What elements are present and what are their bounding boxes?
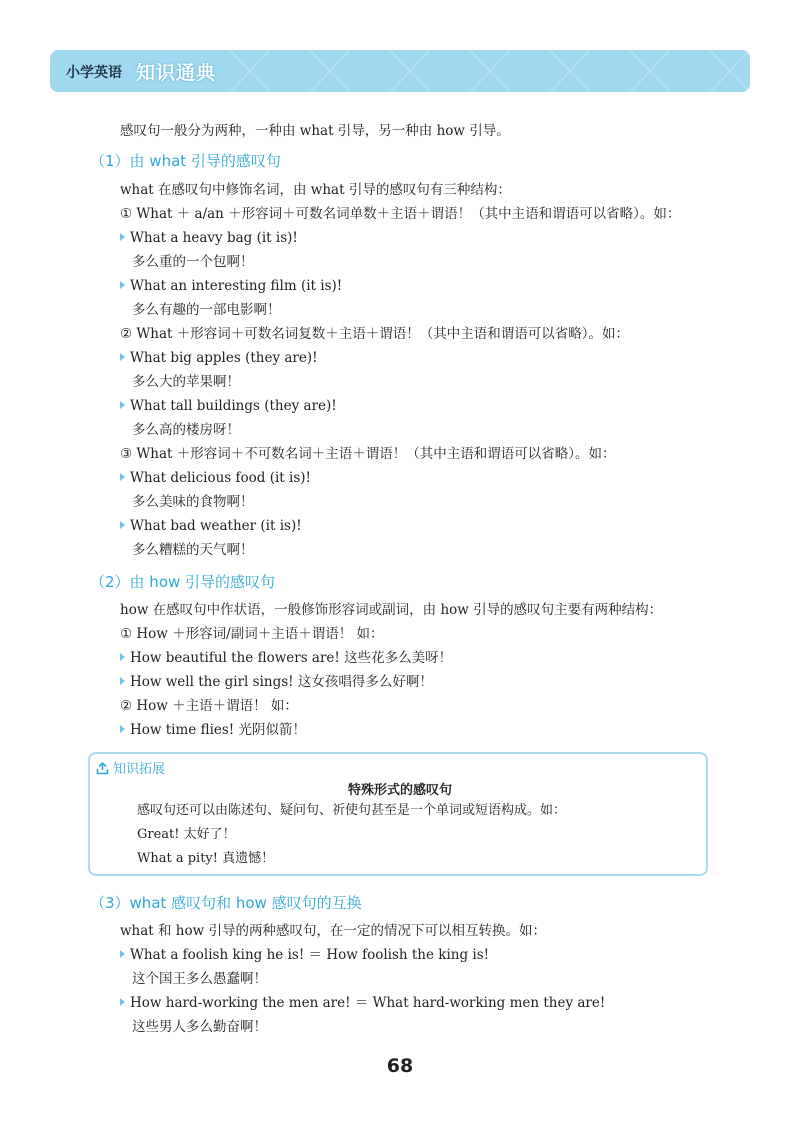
bullet-triangle-icon <box>120 233 125 241</box>
translation-text: 多么高的楼房呀！ <box>132 422 240 438</box>
section1-desc: what 在感叹句中修饰名词，由 what 引导的感叹句有三种结构： <box>120 182 511 198</box>
example-text: How hard-working the men are! ＝ What hard-working men they are! <box>130 995 606 1011</box>
section2-rule2: ② How ＋主语＋谓语！ 如： <box>120 698 298 714</box>
knowledge-example: What a pity! 真遗憾！ <box>137 851 275 866</box>
series-title: 知识通典 <box>136 62 217 84</box>
upload-share-icon <box>96 762 109 775</box>
bullet-triangle-icon <box>120 998 125 1006</box>
example-text: What a foolish king he is! ＝ How foolish the king is! <box>130 947 490 963</box>
knowledge-label <box>96 758 165 777</box>
example-item <box>120 721 306 739</box>
section2-rule1: ① How ＋形容词/副词＋主语＋谓语！ 如： <box>120 626 384 642</box>
bullet-triangle-icon <box>120 677 125 685</box>
example-item <box>120 673 433 691</box>
translation-text: 这个国王多么愚蠢啊！ <box>132 971 267 987</box>
translation-text: 多么有趣的一部电影啊！ <box>132 302 281 318</box>
section1-heading: （1）由 what 引导的感叹句 <box>90 152 281 170</box>
knowledge-label-text: 知识拓展 <box>113 762 166 777</box>
example-item <box>120 649 452 667</box>
page-number: 68 <box>386 1055 414 1077</box>
example-item <box>120 349 318 367</box>
section2-desc: how 在感叹句中作状语，一般修饰形容词或副词，由 how 引导的感叹句主要有两种结构： <box>120 602 663 618</box>
example-item <box>120 946 489 964</box>
example-text: What a heavy bag (it is)! <box>130 230 298 246</box>
translation-text: 多么美味的食物啊！ <box>132 494 254 510</box>
example-text: What an interesting film (it is)! <box>130 278 343 294</box>
bullet-triangle-icon <box>120 521 125 529</box>
knowledge-text: 感叹句还可以由陈述句、疑问句、祈使句甚至是一个单词或短语构成。如： <box>137 803 567 818</box>
example-item <box>120 517 302 535</box>
example-text: What tall buildings (they are)! <box>130 398 337 414</box>
translation-text: 这些男人多么勤奋啊！ <box>132 1019 267 1035</box>
translation-text: 多么大的苹果啊！ <box>132 374 240 390</box>
bullet-triangle-icon <box>120 725 125 733</box>
example-text: How well the girl sings! 这女孩唱得多么好啊！ <box>130 674 433 690</box>
bullet-triangle-icon <box>120 473 125 481</box>
intro-text: 感叹句一般分为两种，一种由 what 引导，另一种由 how 引导。 <box>120 123 510 139</box>
example-item <box>120 229 298 247</box>
section3-heading: （3）what 感叹句和 how 感叹句的互换 <box>90 894 362 912</box>
section3-desc: what 和 how 引导的两种感叹句，在一定的情况下可以相互转换。如： <box>120 923 546 939</box>
example-text: How beautiful the flowers are! 这些花多么美呀！ <box>130 650 453 666</box>
translation-text: 多么重的一个包啊！ <box>132 254 254 270</box>
section1-rule2: ② What ＋形容词＋可数名词复数＋主语＋谓语！（其中主语和谓语可以省略）。如： <box>120 326 629 342</box>
book-title: 小学英语 <box>66 65 122 81</box>
bullet-triangle-icon <box>120 653 125 661</box>
section2-heading: （2）由 how 引导的感叹句 <box>90 573 276 591</box>
example-text: What big apples (they are)! <box>130 350 318 366</box>
example-item <box>120 397 337 415</box>
section1-rule1: ① What ＋ a/an ＋形容词＋可数名词单数＋主语＋谓语！（其中主语和谓语可以省略）。如： <box>120 206 681 222</box>
example-text: What bad weather (it is)! <box>130 518 302 534</box>
bullet-triangle-icon <box>120 281 125 289</box>
knowledge-title: 特殊形式的感叹句 <box>347 783 452 798</box>
section1-rule3: ③ What ＋形容词＋不可数名词＋主语＋谓语！（其中主语和谓语可以省略）。如： <box>120 446 616 462</box>
bullet-triangle-icon <box>120 401 125 409</box>
example-text: How time flies! 光阴似箭！ <box>130 722 307 738</box>
bullet-triangle-icon <box>120 353 125 361</box>
example-item <box>120 277 342 295</box>
bullet-triangle-icon <box>120 950 125 958</box>
example-item <box>120 469 311 487</box>
example-item <box>120 994 605 1012</box>
knowledge-example: Great! 太好了！ <box>137 827 236 842</box>
example-text: What delicious food (it is)! <box>130 470 311 486</box>
translation-text: 多么糟糕的天气啊！ <box>132 542 254 558</box>
